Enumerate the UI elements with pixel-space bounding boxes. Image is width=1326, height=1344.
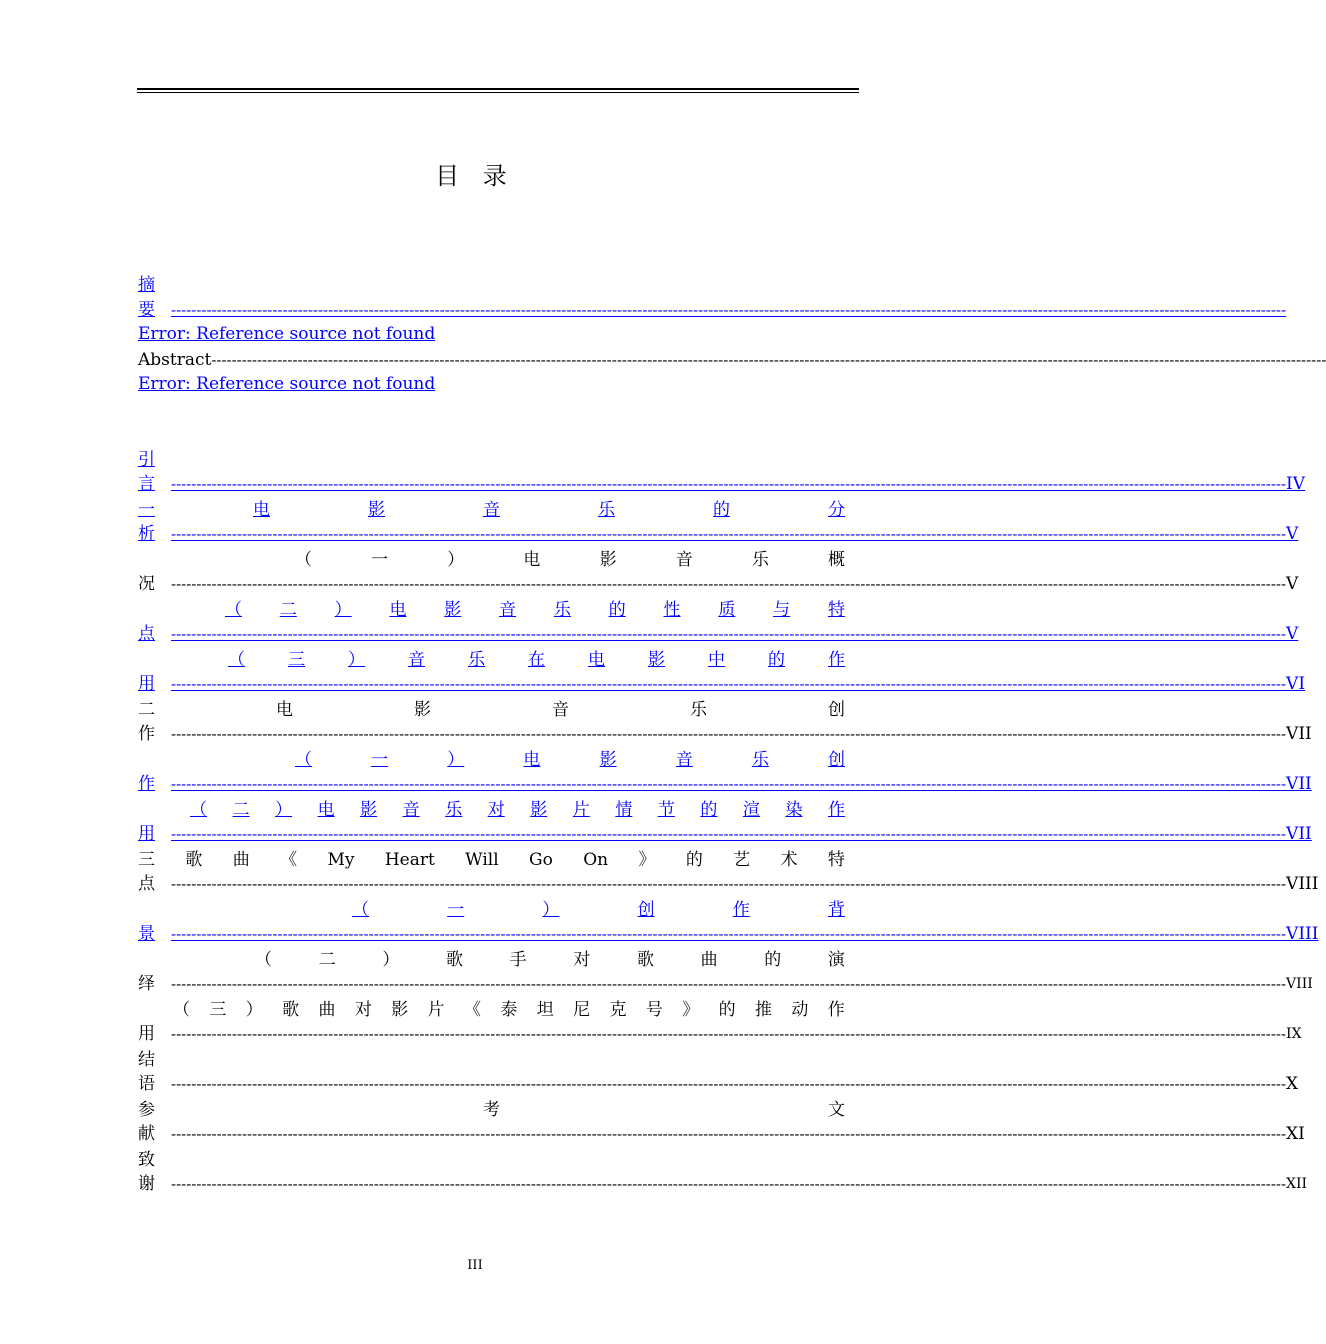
toc-head-token: 音 [402, 800, 420, 820]
toc-head-token: 引 [138, 450, 155, 470]
toc-entry-tail: 析 [138, 524, 155, 544]
toc-page-ref[interactable]: Error: Reference source not found [138, 324, 436, 344]
toc-entry-leader[interactable] [138, 772, 1312, 796]
toc-entry-tail: 景 [138, 924, 155, 944]
toc-entry-head: Abstract [138, 350, 212, 370]
toc-head-token: 坦 [536, 1000, 554, 1020]
toc-head-token: 艺 [733, 850, 751, 870]
toc-head-token: 渲 [742, 800, 760, 820]
toc-head-token: 乐 [553, 600, 571, 620]
toc-head-token: 节 [657, 800, 675, 820]
toc-head-token: 作 [828, 650, 845, 670]
toc-head-token: 乐 [690, 700, 707, 720]
toc-head-token: 的 [764, 950, 782, 970]
toc-page-ref[interactable]: V [1286, 624, 1299, 644]
toc-head-token: ） [348, 650, 365, 670]
toc-head-token: 影 [391, 1000, 409, 1020]
toc-entry-leader [138, 1122, 1305, 1146]
toc-head-token: 二 [318, 950, 336, 970]
toc-entry-leader[interactable] [138, 672, 1306, 696]
toc-head-token: ） [542, 900, 560, 920]
toc-head-token: 影 [414, 700, 431, 720]
toc-entry-head[interactable] [138, 448, 175, 472]
toc-head-token: 术 [780, 850, 798, 870]
toc-head-token: 的 [768, 650, 785, 670]
toc-page-ref[interactable]: VII [1286, 774, 1312, 794]
toc-page-ref: V [1286, 574, 1299, 594]
toc-page-ref: IX [1286, 1026, 1302, 1042]
toc-entry-tail: 用 [138, 674, 155, 694]
toc-head-token: 音 [483, 500, 500, 520]
toc-head-token: 演 [827, 950, 845, 970]
toc-page-ref[interactable]: VIII [1286, 924, 1319, 944]
toc-entry-tail: 谢 [138, 1174, 155, 1194]
toc-entry-tail: 作 [138, 774, 155, 794]
toc-head-token: 影 [599, 750, 617, 770]
toc-head-token: 对 [354, 1000, 372, 1020]
footer-page-number: III [467, 1258, 483, 1273]
toc-entry-head [138, 848, 845, 872]
toc-entry-tail: 用 [138, 824, 155, 844]
toc-head-token: 动 [791, 1000, 809, 1020]
toc-entry-tail: 况 [138, 574, 155, 594]
toc-head-token: （ [295, 550, 312, 570]
toc-head-token: My [327, 850, 355, 870]
toc-head-token: 乐 [468, 650, 485, 670]
toc-head-token: 乐 [751, 550, 769, 570]
dot-leader: ---------------------------------------------------------------------------------------------------------------------------------------------------------------------------------------------------------------------------- [171, 625, 1287, 643]
toc-page-ref[interactable]: V [1286, 524, 1299, 544]
toc-head-token: 的 [608, 600, 626, 620]
toc-head-token: 乐 [598, 500, 615, 520]
toc-head-token: 影 [648, 650, 665, 670]
toc-head-token: 泰 [500, 1000, 518, 1020]
toc-head-token: 片 [427, 1000, 445, 1020]
toc-head-token: 音 [499, 600, 517, 620]
toc-head-token: 》 [682, 1000, 700, 1020]
toc-head-token: ） [382, 950, 400, 970]
toc-page-ref[interactable]: Error: Reference source not found [138, 374, 436, 394]
toc-entry-head[interactable] [352, 898, 845, 922]
toc-head-token: 质 [718, 600, 736, 620]
toc-head-token: 与 [773, 600, 791, 620]
toc-entry-leader[interactable] [138, 622, 1299, 646]
toc-head-token: 手 [509, 950, 527, 970]
dot-leader: ---------------------------------------------------------------------------------------------------------------------------------------------------------------------------------------------------------------------------- [211, 351, 1326, 369]
toc-entry-head[interactable] [225, 598, 845, 622]
dot-leader: ---------------------------------------------------------------------------------------------------------------------------------------------------------------------------------------------------------------------------- [171, 1175, 1287, 1193]
dot-leader: ---------------------------------------------------------------------------------------------------------------------------------------------------------------------------------------------------------------------------- [171, 1125, 1287, 1143]
toc-head-token: 音 [408, 650, 425, 670]
toc-page-ref[interactable]: VII [1286, 824, 1312, 844]
toc-head-token: 对 [487, 800, 505, 820]
toc-head-token: 曲 [232, 850, 250, 870]
dot-leader: ---------------------------------------------------------------------------------------------------------------------------------------------------------------------------------------------------------------------------- [171, 725, 1287, 743]
toc-page-ref[interactable]: VI [1286, 674, 1306, 694]
toc-entry-tail: 要 [138, 300, 155, 320]
toc-head-token: 电 [276, 700, 293, 720]
toc-head-token: （ [225, 600, 242, 620]
toc-head-token: 背 [827, 900, 845, 920]
toc-head-token: ） [447, 750, 465, 770]
toc-head-token: 的 [713, 500, 730, 520]
toc-entry-head [138, 1098, 845, 1122]
toc-head-token: 电 [317, 800, 335, 820]
dot-leader: ---------------------------------------------------------------------------------------------------------------------------------------------------------------------------------------------------------------------------- [171, 475, 1287, 493]
toc-title: 目 录 [435, 162, 515, 190]
toc-entry-head[interactable] [228, 648, 845, 672]
toc-head-token: 号 [645, 1000, 663, 1020]
toc-head-token: 一 [371, 750, 389, 770]
toc-head-token: 一 [138, 500, 155, 520]
toc-entry-head[interactable] [295, 748, 845, 772]
toc-head-token: 曲 [318, 1000, 336, 1020]
toc-entry-leader [138, 872, 1319, 896]
toc-head-token: 的 [685, 850, 703, 870]
toc-head-token: 二 [138, 700, 155, 720]
toc-entry-leader [138, 972, 1313, 996]
toc-head-token: 一 [371, 550, 389, 570]
toc-entry-leader [138, 1022, 1302, 1046]
toc-page-ref: VIII [1286, 874, 1319, 894]
dot-leader: ---------------------------------------------------------------------------------------------------------------------------------------------------------------------------------------------------------------------------- [171, 1025, 1287, 1043]
dot-leader: ---------------------------------------------------------------------------------------------------------------------------------------------------------------------------------------------------------------------------- [171, 775, 1287, 793]
dot-leader: ---------------------------------------------------------------------------------------------------------------------------------------------------------------------------------------------------------------------------- [171, 525, 1287, 543]
dot-leader: ---------------------------------------------------------------------------------------------------------------------------------------------------------------------------------------------------------------------------- [171, 925, 1287, 943]
toc-entry-tail: 点 [138, 624, 155, 644]
toc-page-ref: VII [1286, 724, 1312, 744]
toc-head-token: 二 [279, 600, 297, 620]
toc-head-token: （ [295, 750, 312, 770]
toc-head-token: 摘 [138, 275, 155, 295]
toc-head-token: 电 [588, 650, 605, 670]
toc-entry-leader[interactable] [138, 298, 1287, 322]
toc-head-token: ） [245, 1000, 263, 1020]
toc-head-token: 尼 [573, 1000, 591, 1020]
dot-leader: ---------------------------------------------------------------------------------------------------------------------------------------------------------------------------------------------------------------------------- [171, 975, 1287, 993]
toc-head-token: 《 [280, 850, 298, 870]
toc-head-token: 对 [573, 950, 591, 970]
toc-head-token: 考 [483, 1100, 500, 1120]
toc-head-token: 歌 [445, 950, 463, 970]
toc-entry-tail: 献 [138, 1124, 155, 1144]
toc-entry-head[interactable] [190, 798, 845, 822]
toc-head-token: 音 [675, 750, 693, 770]
toc-head-token: 染 [785, 800, 803, 820]
toc-head-token: 创 [827, 750, 845, 770]
toc-entry-head[interactable] [138, 273, 175, 297]
toc-entry-leader [138, 722, 1312, 746]
toc-head-token: 作 [827, 1000, 845, 1020]
toc-entry-leader[interactable] [138, 522, 1299, 546]
toc-head-token: 一 [447, 900, 465, 920]
toc-head-token: （ [190, 800, 207, 820]
toc-head-token: （ [228, 650, 245, 670]
toc-entry-head [173, 998, 845, 1022]
toc-head-token: ） [334, 600, 352, 620]
toc-entry-head [295, 548, 845, 572]
toc-page-ref: XII [1286, 1176, 1308, 1192]
toc-entry-head [138, 1048, 175, 1072]
toc-entry-tail: 语 [138, 1074, 155, 1094]
toc-entry-leader[interactable] [138, 922, 1319, 946]
toc-entry-tail: 言 [138, 474, 155, 494]
toc-head-token: 的 [700, 800, 718, 820]
toc-head-token: 致 [138, 1150, 155, 1170]
toc-head-token: 歌 [636, 950, 654, 970]
toc-head-token: 影 [599, 550, 617, 570]
toc-entry-leader[interactable] [138, 472, 1306, 496]
toc-head-token: 特 [827, 850, 845, 870]
header-rule-thin [137, 92, 859, 93]
toc-head-token: 创 [637, 900, 655, 920]
toc-entry-tail: 绎 [138, 974, 155, 994]
toc-head-token: 歌 [185, 850, 203, 870]
toc-entry-tail: 作 [138, 724, 155, 744]
toc-head-token: 音 [675, 550, 693, 570]
toc-head-token: 电 [253, 500, 270, 520]
toc-head-token: （ [352, 900, 369, 920]
toc-head-token: 曲 [700, 950, 718, 970]
dot-leader: ---------------------------------------------------------------------------------------------------------------------------------------------------------------------------------------------------------------------------- [171, 875, 1287, 893]
toc-head-token: 歌 [282, 1000, 300, 1020]
toc-entry-leader [138, 348, 1326, 372]
toc-head-token: 在 [528, 650, 545, 670]
toc-page-ref[interactable]: IV [1286, 474, 1306, 494]
toc-head-token: 情 [615, 800, 633, 820]
toc-entry-leader [138, 572, 1299, 596]
toc-entry-leader [138, 1072, 1299, 1096]
toc-head-token: 结 [138, 1050, 155, 1070]
toc-head-token: Heart [384, 850, 435, 870]
dot-leader: ---------------------------------------------------------------------------------------------------------------------------------------------------------------------------------------------------------------------------- [171, 1075, 1287, 1093]
toc-head-token: 乐 [445, 800, 463, 820]
toc-head-token: 参 [138, 1100, 155, 1120]
toc-head-token: On [583, 850, 609, 870]
toc-head-token: 分 [828, 500, 845, 520]
toc-head-token: 推 [755, 1000, 772, 1020]
toc-head-token: 三 [138, 850, 155, 870]
toc-head-token: 片 [572, 800, 590, 820]
toc-head-token: Go [529, 850, 553, 870]
toc-head-token: 电 [523, 550, 541, 570]
toc-head-token: ） [275, 800, 293, 820]
toc-head-token: 创 [828, 700, 845, 720]
toc-head-token: 性 [663, 600, 681, 620]
dot-leader: ---------------------------------------------------------------------------------------------------------------------------------------------------------------------------------------------------------------------------- [171, 675, 1287, 693]
dot-leader: ---------------------------------------------------------------------------------------------------------------------------------------------------------------------------------------------------------------------------- [171, 301, 1287, 319]
header-rule-thick [137, 88, 859, 90]
toc-head-token: （ [255, 950, 272, 970]
toc-head-token: 三 [288, 650, 305, 670]
dot-leader: ---------------------------------------------------------------------------------------------------------------------------------------------------------------------------------------------------------------------------- [171, 575, 1287, 593]
toc-entry-head [255, 948, 845, 972]
toc-entry-tail: 点 [138, 874, 155, 894]
toc-entry-head [138, 698, 845, 722]
toc-head-token: 作 [732, 900, 750, 920]
toc-head-token: 三 [209, 1000, 227, 1020]
toc-head-token: 二 [232, 800, 250, 820]
toc-head-token: 影 [530, 800, 548, 820]
toc-entry-leader [138, 1172, 1308, 1196]
toc-entry-leader[interactable] [138, 822, 1312, 846]
toc-page-ref: X [1286, 1074, 1299, 1094]
toc-page-ref: XI [1286, 1124, 1305, 1144]
toc-head-token: 音 [552, 700, 569, 720]
toc-head-token: 《 [464, 1000, 481, 1020]
toc-page-ref: VIII [1286, 976, 1313, 992]
toc-head-token: 电 [523, 750, 541, 770]
toc-head-token: ） [447, 550, 465, 570]
toc-entry-head[interactable] [138, 498, 845, 522]
toc-head-token: 影 [368, 500, 385, 520]
toc-head-token: Will [465, 850, 499, 870]
toc-head-token: 影 [444, 600, 462, 620]
toc-head-token: 乐 [751, 750, 769, 770]
toc-head-token: 影 [360, 800, 378, 820]
toc-head-token: 文 [828, 1100, 845, 1120]
toc-entry-tail: 用 [138, 1024, 155, 1044]
toc-head-token: 中 [708, 650, 725, 670]
toc-head-token: 作 [827, 800, 845, 820]
toc-head-token: 电 [389, 600, 407, 620]
dot-leader: ---------------------------------------------------------------------------------------------------------------------------------------------------------------------------------------------------------------------------- [171, 825, 1287, 843]
toc-head-token: 概 [827, 550, 845, 570]
toc-head-token: 克 [609, 1000, 627, 1020]
toc-head-token: 》 [638, 850, 656, 870]
toc-head-token: 特 [827, 600, 845, 620]
toc-head-token: 的 [718, 1000, 736, 1020]
toc-entry-head [138, 1148, 175, 1172]
toc-head-token: （ [173, 1000, 190, 1020]
